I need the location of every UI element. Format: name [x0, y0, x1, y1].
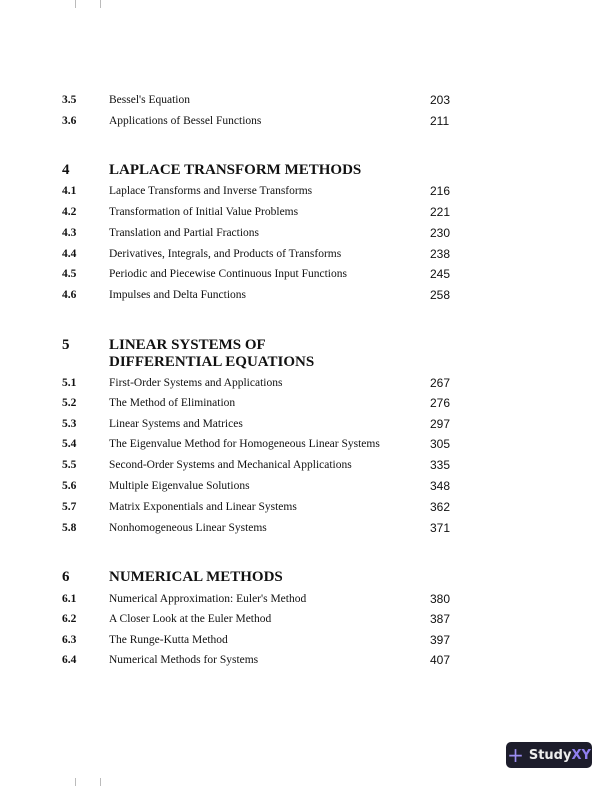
section-title: Nonhomogeneous Linear Systems: [109, 522, 267, 534]
toc-entry: [0, 286, 612, 304]
section-number: 4.2: [62, 206, 77, 218]
section-number: 5.4: [62, 438, 77, 450]
page-number: 335: [430, 458, 451, 472]
scan-mark: [100, 778, 101, 786]
toc-entry: [0, 203, 612, 221]
section-title: Second-Order Systems and Mechanical Applications: [109, 459, 352, 471]
studyxy-watermark[interactable]: [506, 742, 592, 768]
section-title: Derivatives, Integrals, and Products of Transforms: [109, 248, 342, 260]
section-number: 6: [62, 569, 70, 585]
toc-entry: [0, 91, 612, 109]
section-number: 6.2: [62, 613, 77, 625]
page-number: 297: [430, 417, 451, 431]
section-title: Transformation of Initial Value Problems: [109, 206, 299, 218]
page-number: 258: [430, 288, 451, 302]
section-title: Applications of Bessel Functions: [109, 115, 262, 127]
section-title: Numerical Methods for Systems: [109, 654, 259, 666]
page-number: 267: [430, 376, 451, 390]
page-number: 211: [430, 114, 450, 128]
section-title: The Eigenvalue Method for Homogeneous Linear Systems: [109, 438, 380, 450]
page-number: 348: [430, 479, 451, 493]
toc-entry: [0, 224, 612, 242]
page-number: 245: [430, 267, 451, 281]
section-title: DIFFERENTIAL EQUATIONS: [109, 354, 315, 370]
page-number: 305: [430, 437, 451, 451]
page-number: 371: [430, 521, 451, 535]
toc-entry: [0, 651, 612, 669]
section-title: LINEAR SYSTEMS OF: [109, 337, 266, 353]
page-number: 397: [430, 633, 451, 647]
section-title: Numerical Approximation: Euler's Method: [109, 593, 307, 605]
section-title: Matrix Exponentials and Linear Systems: [109, 501, 297, 513]
section-title: A Closer Look at the Euler Method: [109, 613, 272, 625]
scan-mark: [75, 778, 76, 786]
section-number: 3.6: [62, 115, 77, 127]
section-number: 6.4: [62, 654, 77, 666]
toc-entry: [0, 498, 612, 516]
page-number: 362: [430, 500, 451, 514]
section-number: 4.6: [62, 289, 77, 301]
page-number: 380: [430, 592, 451, 606]
section-title: The Method of Elimination: [109, 397, 236, 409]
section-number: 4: [62, 162, 70, 178]
section-title: Translation and Partial Fractions: [109, 227, 260, 239]
chapter-heading: [0, 160, 612, 180]
page-number: 387: [430, 612, 451, 626]
toc-entry: [0, 415, 612, 433]
section-title: Bessel's Equation: [109, 94, 190, 106]
page-number: 221: [430, 205, 451, 219]
chapter-heading: [0, 567, 612, 587]
section-number: 5.5: [62, 459, 77, 471]
toc-entry: [0, 265, 612, 283]
section-number: 5.6: [62, 480, 77, 492]
section-number: 5.8: [62, 522, 77, 534]
page-number: 203: [430, 93, 451, 107]
toc-entry: [0, 394, 612, 412]
toc-entry: [0, 374, 612, 392]
section-title: Periodic and Piecewise Continuous Input Functions: [109, 268, 347, 280]
section-title: LAPLACE TRANSFORM METHODS: [109, 162, 362, 178]
toc-entry: [0, 435, 612, 453]
section-title: First-Order Systems and Applications: [109, 377, 283, 389]
section-number: 3.5: [62, 94, 77, 106]
page-number: 230: [430, 226, 451, 240]
section-number: 4.5: [62, 268, 77, 280]
section-title: Multiple Eigenvalue Solutions: [109, 480, 250, 492]
section-number: 6.3: [62, 634, 77, 646]
toc-entry: [0, 112, 612, 130]
toc-entry: [0, 631, 612, 649]
section-number: 4.3: [62, 227, 77, 239]
section-title: Linear Systems and Matrices: [109, 418, 243, 430]
page-number: 238: [430, 247, 451, 261]
section-number: 5.7: [62, 501, 77, 513]
watermark-prefix: Study: [528, 747, 572, 763]
toc-entry: [0, 477, 612, 495]
section-title: NUMERICAL METHODS: [109, 569, 283, 585]
page-number: 216: [430, 184, 451, 198]
toc-entry: [0, 245, 612, 263]
toc-entry: [0, 610, 612, 628]
section-number: 5.2: [62, 397, 77, 409]
section-number: 6.1: [62, 593, 77, 605]
section-title: Impulses and Delta Functions: [109, 289, 247, 301]
toc-entry: [0, 519, 612, 537]
toc-entry: [0, 182, 612, 200]
page-number: 407: [430, 653, 451, 667]
section-number: 5: [62, 337, 70, 353]
section-number: 5.3: [62, 418, 77, 430]
toc-entry: [0, 456, 612, 474]
section-number: 5.1: [62, 377, 77, 389]
section-title: Laplace Transforms and Inverse Transforms: [109, 185, 313, 197]
scan-mark: [75, 0, 76, 8]
section-title: The Runge-Kutta Method: [109, 634, 228, 646]
plus-icon: +: [507, 743, 524, 767]
section-number: 4.1: [62, 185, 77, 197]
chapter-heading: [0, 352, 612, 372]
scan-mark: [100, 0, 101, 8]
toc-entry: [0, 590, 612, 608]
section-number: 4.4: [62, 248, 77, 260]
watermark-suffix: XY: [571, 747, 591, 763]
page-number: 276: [430, 396, 451, 410]
